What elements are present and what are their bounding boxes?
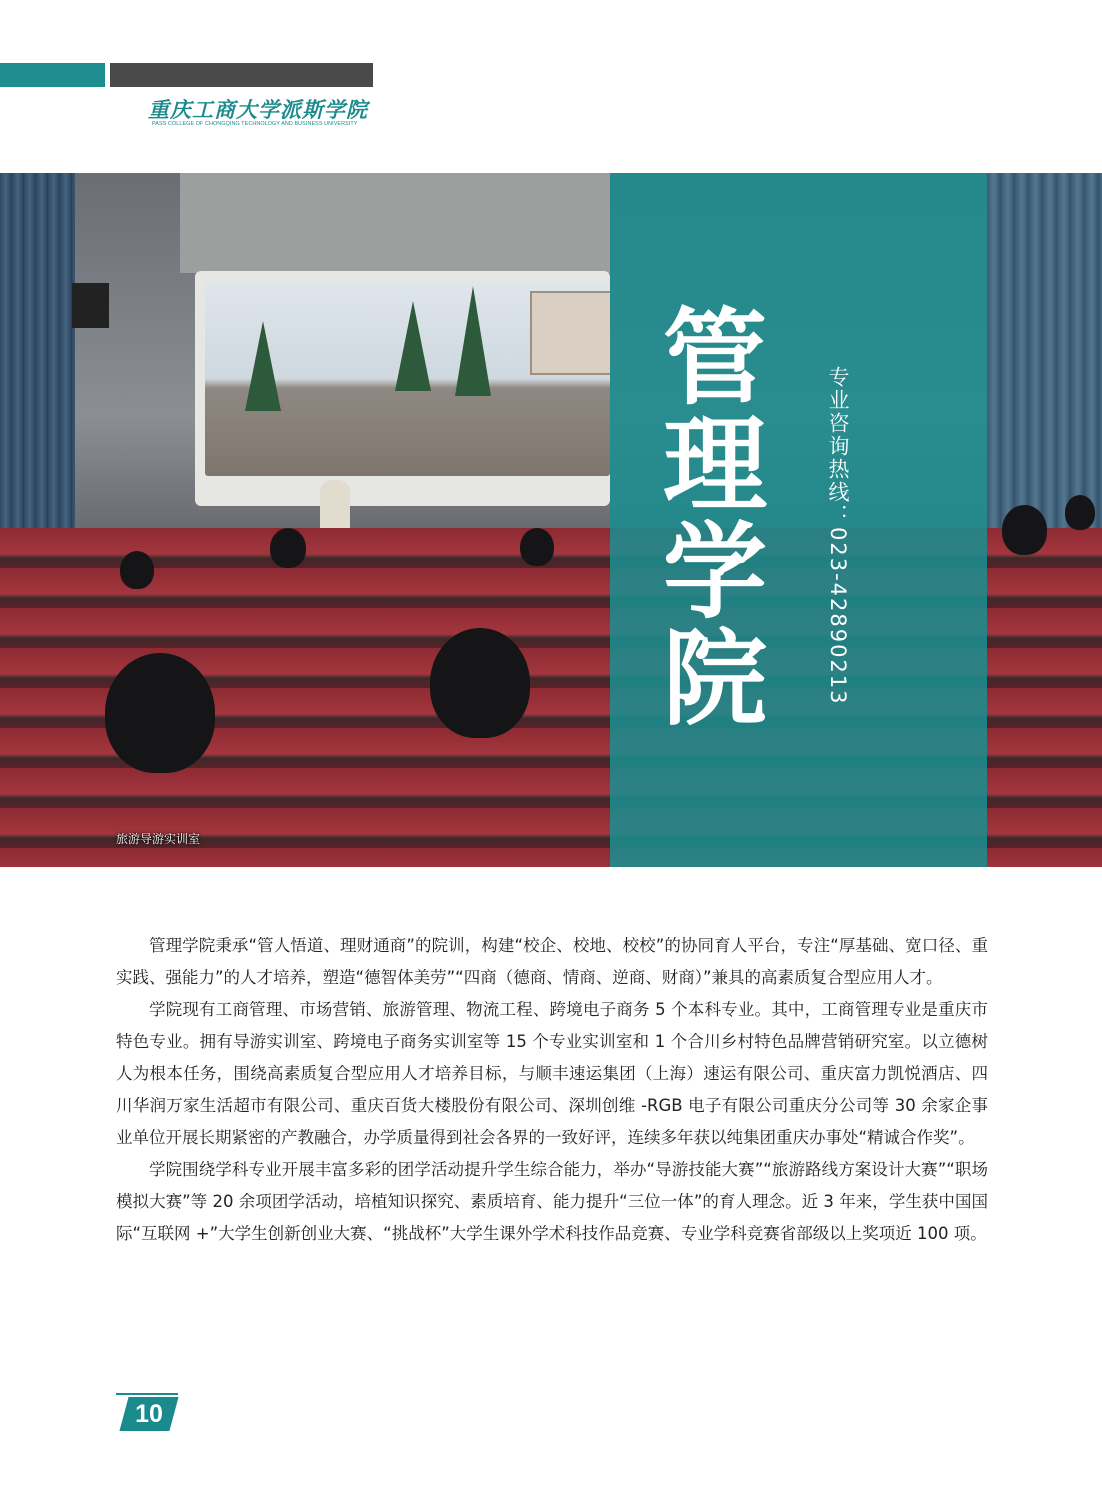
article-body [116, 930, 988, 1250]
school-logo-english: PASS COLLEGE OF CHONGQING TECHNOLOGY AND BUSINESS UNIVERSITY [152, 121, 358, 127]
photo-house [530, 291, 610, 375]
school-logo-chinese: 重庆工商大学派斯学院 [148, 97, 368, 122]
photo-tree [455, 286, 491, 396]
header-accent-bar [0, 63, 105, 87]
consult-hotline: 专业咨询热线：023-42890213 [826, 366, 850, 706]
title-char-4: 院 [662, 618, 767, 740]
page-number-box [119, 1397, 178, 1431]
photo-caption: 旅游导游实训室 [116, 832, 201, 846]
photo-audience-head [1065, 495, 1095, 530]
page-number-badge [116, 1393, 186, 1433]
photo-audience-head [120, 551, 154, 589]
photo-audience-head [270, 528, 306, 568]
photo-ceiling [180, 173, 610, 273]
page-number-line [116, 1393, 178, 1395]
photo-speaker [72, 283, 109, 328]
photo-curtain-right [987, 173, 1102, 533]
photo-projection-screen [205, 281, 610, 476]
photo-audience-head [105, 653, 215, 773]
header-gray-bar [110, 63, 373, 87]
paragraph: 管理学院秉承“管人悟道、理财通商”的院训，构建“校企、校地、校校”的协同育人平台，专注“厚基础、宽口径、重实践、强能力”的人才培养，塑造“德智体美劳”“四商（德商、情商、逆商、财商）”兼具的高素质复合型应用人才。 [116, 936, 988, 987]
photo-audience-head [520, 528, 554, 566]
photo-tree [245, 321, 281, 411]
photo-audience-head [430, 628, 530, 738]
page-number: 10 [135, 1400, 163, 1428]
title-char-1: 管 [662, 297, 767, 419]
title-char-2: 理 [662, 404, 767, 526]
photo-tree [395, 301, 431, 391]
title-char-3: 学 [662, 511, 767, 633]
paragraph: 学院围绕学科专业开展丰富多彩的团学活动提升学生综合能力，举办“导游技能大赛”“旅游路线方案设计大赛”“职场模拟大赛”等 20 余项团学活动，培植知识探究、素质培育、能力提升“三位一体”的育人理念。近 3 年来，学生获中国国际“互联网 +”大学生创新创业大赛、“挑战杯”大学生课外学术科技作品竞赛、专业学科竞赛省部级以上奖项近 100 项。 [116, 1160, 988, 1243]
photo-audience-head [1002, 505, 1047, 555]
paragraph: 学院现有工商管理、市场营销、旅游管理、物流工程、跨境电子商务 5 个本科专业。其中，工商管理专业是重庆市特色专业。拥有导游实训室、跨境电子商务实训室等 15 个专业实训室和 1 个合川乡村特色品牌营销研究室。以立德树人为根本任务，围绕高素质复合型应用人才培养目标，与顺丰速运集团（上海）速运有限公司、重庆富力凯悦酒店、四川华润万家生活超市有限公司、重庆百货大楼股份有限公司、深圳创维 -RGB 电子有限公司重庆分公司等 30 余家企事业单位开展长期紧密的产教融合，办学质量得到社会各界的一致好评，连续多年获以纯集团重庆办事处“精诚合作奖”。 [116, 1000, 988, 1147]
